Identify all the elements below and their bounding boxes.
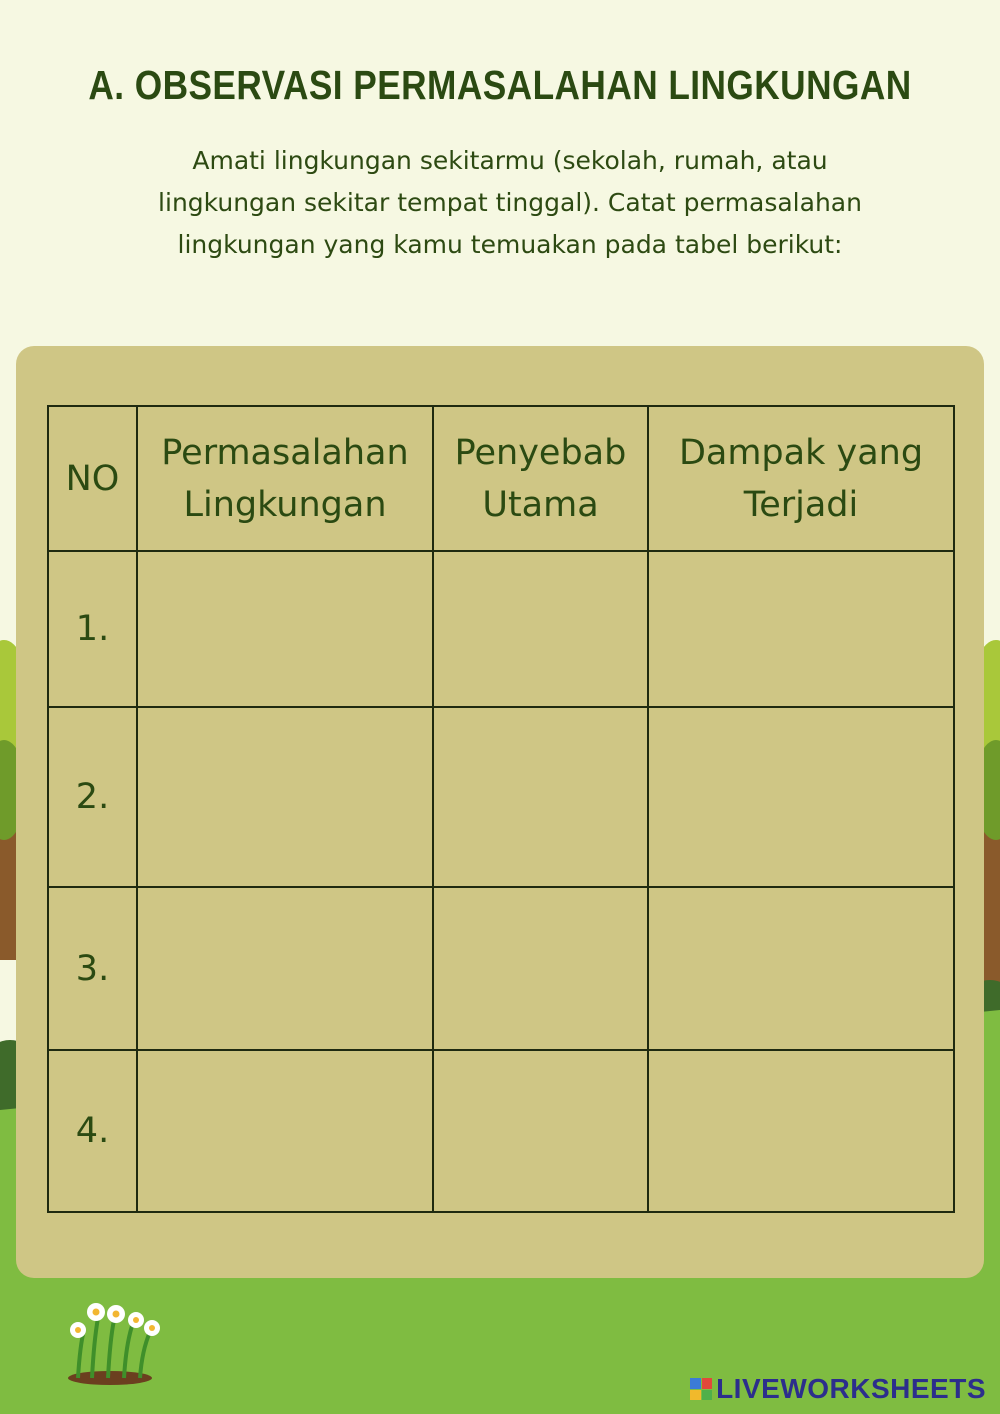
- header-cause-line1: Penyebab: [454, 432, 627, 473]
- header-impact-line2: Terjadi: [743, 484, 859, 525]
- row-number: 2.: [48, 707, 137, 887]
- header-impact: [648, 406, 954, 551]
- problem-cell[interactable]: [137, 1050, 433, 1212]
- impact-cell[interactable]: [648, 1050, 954, 1212]
- header-problem: [137, 406, 433, 551]
- observation-table: [47, 405, 955, 1213]
- cause-cell[interactable]: [433, 551, 648, 707]
- table-header-row: [48, 406, 954, 551]
- cause-cell[interactable]: [433, 887, 648, 1050]
- table-row: [48, 707, 954, 887]
- liveworksheets-logo-icon: [690, 1378, 712, 1400]
- impact-cell[interactable]: [648, 887, 954, 1050]
- header-cause-line2: Utama: [482, 484, 599, 525]
- row-number: 3.: [48, 887, 137, 1050]
- header-problem-line1: Permasalahan: [161, 432, 409, 473]
- liveworksheets-logo[interactable]: [690, 1374, 986, 1404]
- table-row: [48, 887, 954, 1050]
- liveworksheets-logo-text: LIVEWORKSHEETS: [716, 1373, 986, 1404]
- table-row: [48, 1050, 954, 1212]
- header-problem-line2: Lingkungan: [183, 484, 387, 525]
- row-number: 1.: [48, 551, 137, 707]
- header-no: NO: [48, 406, 137, 551]
- cause-cell[interactable]: [433, 1050, 648, 1212]
- problem-cell[interactable]: [137, 551, 433, 707]
- row-number: 4.: [48, 1050, 137, 1212]
- instructions-text: Amati lingkungan sekitarmu (sekolah, rumah, atau lingkungan sekitar tempat tinggal). Catat permasalahan lingkungan yang kamu temuakan pada tabel berikut:: [158, 146, 862, 259]
- page-title: A. OBSERVASI PERMASALAHAN LINGKUNGAN: [88, 62, 912, 108]
- problem-cell[interactable]: [137, 707, 433, 887]
- header-impact-line1: Dampak yang: [678, 432, 924, 473]
- header-cause: [433, 406, 648, 551]
- problem-cell[interactable]: [137, 887, 433, 1050]
- impact-cell[interactable]: [648, 551, 954, 707]
- table-row: [48, 551, 954, 707]
- cause-cell[interactable]: [433, 707, 648, 887]
- impact-cell[interactable]: [648, 707, 954, 887]
